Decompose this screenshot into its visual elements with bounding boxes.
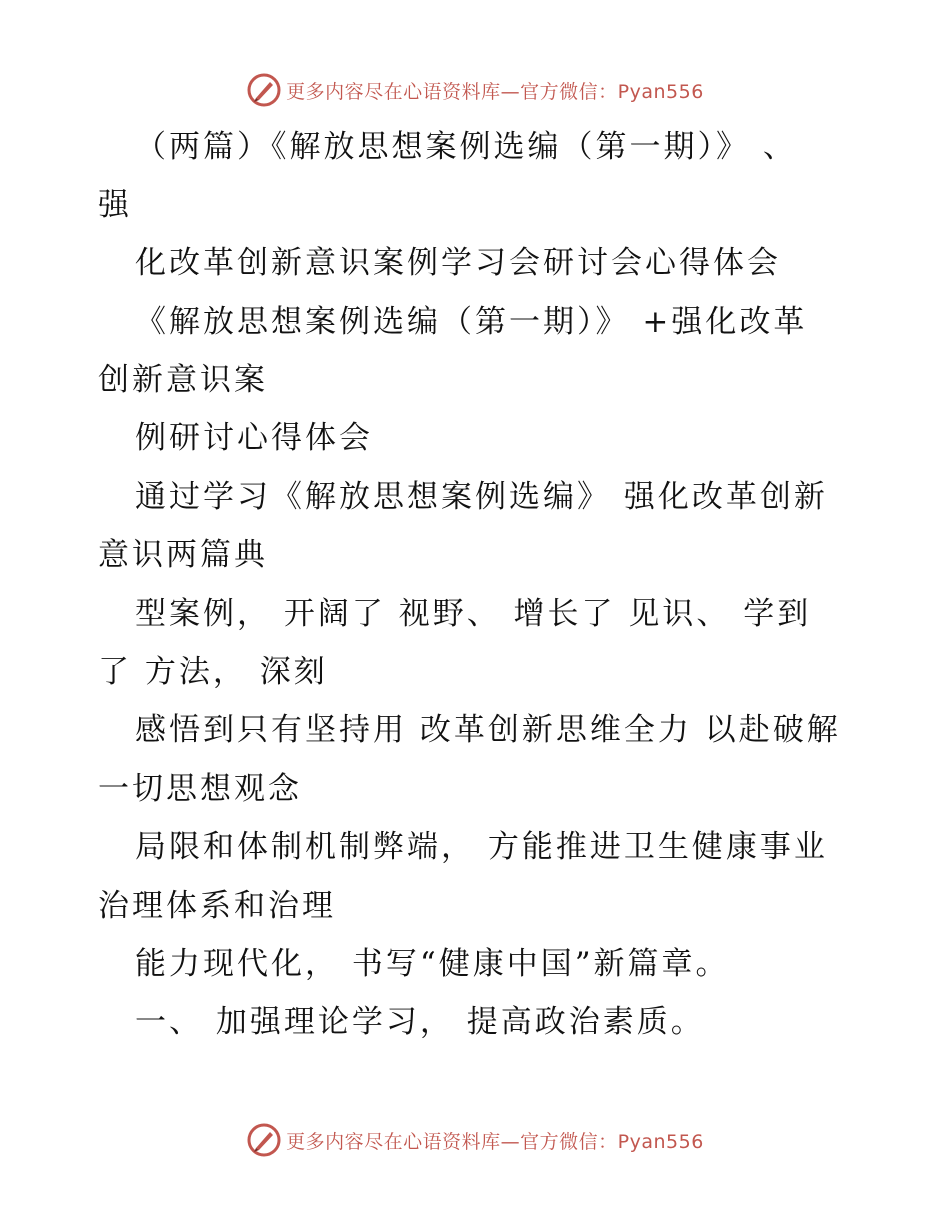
text-line: 感悟到只有坚持用 改革创新思维全力 以赴破解: [135, 712, 841, 748]
text-line: 一、 加强理论学习， 提高政治素质。: [135, 1004, 705, 1040]
quill-pen-circle-icon: [246, 1122, 282, 1158]
text-line: 强: [98, 187, 132, 223]
text-line: 通过学习《解放思想案例选编》 强化改革创新: [135, 479, 828, 515]
banner-text: 更多内容尽在心语资料库—官方微信：Pyan556: [286, 1130, 704, 1153]
text-line: 意识两篇典: [98, 537, 268, 573]
text-line: 化改革创新意识案例学习会研讨会心得体会: [135, 245, 781, 281]
footer-banner: [0, 1120, 950, 1160]
banner-text: 更多内容尽在心语资料库—官方微信：Pyan556: [286, 80, 704, 103]
text-line: 能力现代化， 书写“健康中国”新篇章。: [135, 946, 730, 982]
text-line: 局限和体制机制弊端， 方能推进卫生健康事业: [135, 829, 828, 865]
text-line: 创新意识案: [98, 362, 268, 398]
text-line: 《解放思想案例选编（第一期）》 +强化改革: [135, 304, 808, 340]
text-line: 一切思想观念: [98, 771, 302, 807]
text-line: 了 方法， 深刻: [98, 654, 328, 690]
text-line: 型案例， 开阔了 视野、 增长了 见识、 学到: [135, 596, 812, 632]
text-line: 例研讨心得体会: [135, 420, 373, 456]
text-line: 治理体系和治理: [98, 888, 336, 924]
text-line: （两篇）《解放思想案例选编（第一期）》 、: [135, 129, 797, 165]
